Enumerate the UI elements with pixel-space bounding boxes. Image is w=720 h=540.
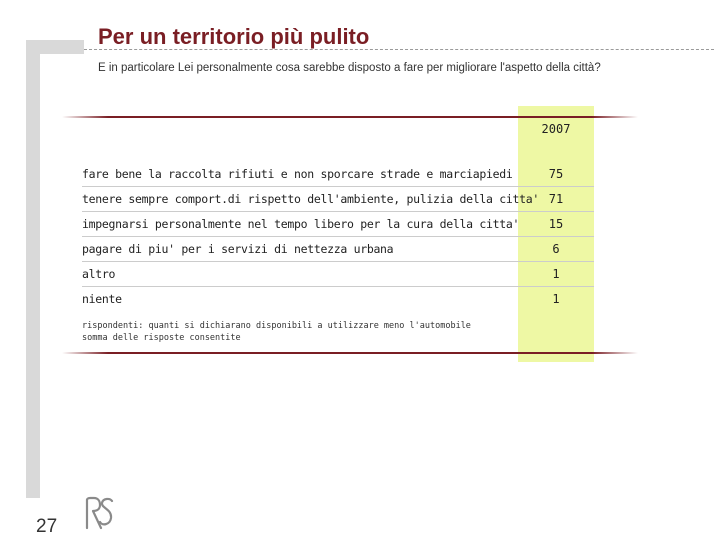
table-notes <box>82 320 471 344</box>
table-row <box>82 212 594 237</box>
decorative-frame-left <box>26 40 40 498</box>
table-row <box>82 162 594 187</box>
question-subtitle: E in particolare Lei personalmente cosa sarebbe disposto a fare per migliorare l'aspetto della città? <box>98 62 601 74</box>
column-header-year: 2007 <box>541 122 571 136</box>
row-value: 6 <box>552 242 560 256</box>
row-label: niente <box>82 292 122 306</box>
row-value: 15 <box>548 217 564 231</box>
row-label: tenere sempre comport.di rispetto dell'ambiente, pulizia della citta' <box>82 192 540 206</box>
note-multiple-answers: somma delle risposte consentite <box>82 333 241 343</box>
rs-logo <box>84 496 114 530</box>
table-row <box>82 287 594 311</box>
row-value: 1 <box>552 292 560 306</box>
results-table <box>82 162 594 311</box>
table-row <box>82 237 594 262</box>
row-label: impegnarsi personalmente nel tempo libero per la cura della citta' <box>82 217 520 231</box>
table-row <box>82 262 594 287</box>
table-top-rule <box>62 116 638 118</box>
note-respondents: rispondenti: quanti si dichiarano disponibili a utilizzare meno l'automobile <box>82 321 471 331</box>
row-value: 1 <box>552 267 560 281</box>
row-label: pagare di piu' per i servizi di nettezza urbana <box>82 242 394 256</box>
row-value: 71 <box>548 192 564 206</box>
row-value: 75 <box>548 167 564 181</box>
table-bottom-rule <box>62 352 638 354</box>
row-label: fare bene la raccolta rifiuti e non sporcare strade e marciapiedi <box>82 167 513 181</box>
page-title: Per un territorio più pulito <box>98 24 370 49</box>
row-label: altro <box>82 267 116 281</box>
table-row <box>82 187 594 212</box>
page-number: 27 <box>36 516 58 537</box>
